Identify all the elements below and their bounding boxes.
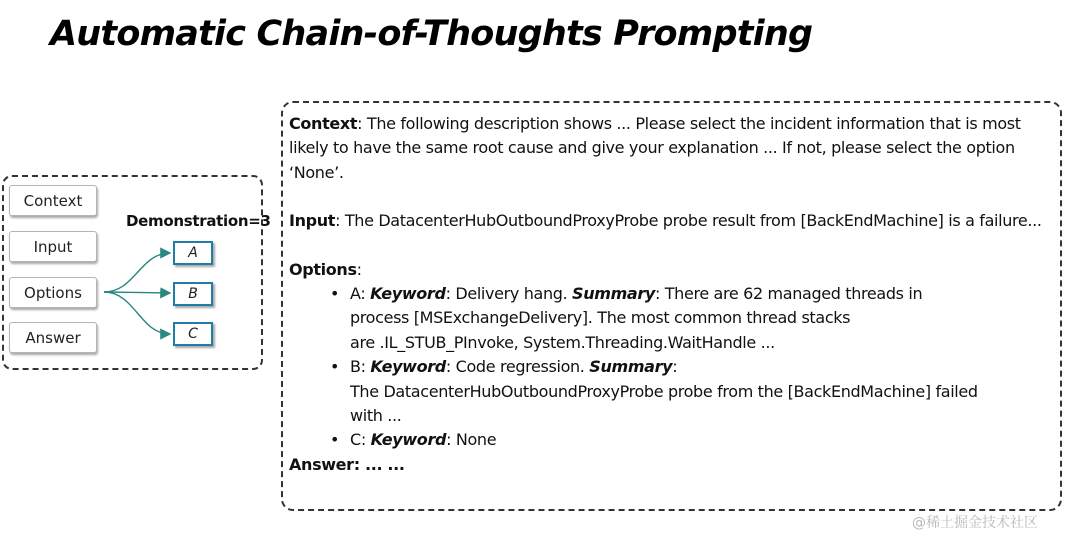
input-text: : The DatacenterHubOutboundProxyProbe probe result from [BackEndMachine] is a failure... xyxy=(335,211,1042,231)
answer-button[interactable]: Answer xyxy=(9,322,97,353)
context-label: Context xyxy=(289,114,358,133)
answer-line: Answer: ... ... xyxy=(289,454,405,474)
summary-label: Summary xyxy=(589,357,673,377)
input-paragraph xyxy=(289,209,1059,233)
option-b: • B: Keyword: Code regression. Summary: The DatacenterHubOutboundProxyProbe probe from the [BackEndMachine] failed with ... xyxy=(330,357,978,426)
context-button[interactable]: Context xyxy=(9,185,97,216)
option-a: • A: Keyword: Delivery hang. Summary: There are 62 managed threads in process [MSExchangeDelivery]. The most common thread stacks are .IL_STUB_PInvoke, System.Threading.WaitHandle ... xyxy=(330,284,923,352)
option-c: • C: Keyword: None xyxy=(289,428,1059,452)
options-heading: Options: xyxy=(289,259,362,279)
context-paragraph xyxy=(289,112,1059,185)
arrow-to-a xyxy=(104,253,170,292)
bullet: • xyxy=(330,284,340,304)
demo-box-b: B xyxy=(173,282,213,306)
keyword-label: Keyword xyxy=(370,430,447,450)
bullet: • xyxy=(330,357,340,377)
keyword-label: Keyword xyxy=(370,284,446,304)
demo-box-a: A xyxy=(173,241,213,265)
input-label: Input xyxy=(289,211,336,231)
keyword-label: Keyword xyxy=(370,357,446,377)
bullet: • xyxy=(330,430,340,450)
input-button[interactable]: Input xyxy=(9,231,97,262)
options-label: Options xyxy=(289,259,357,279)
options-button[interactable]: Options xyxy=(9,277,97,308)
arrow-to-c xyxy=(104,292,170,334)
page-title: Automatic Chain-of-Thoughts Prompting xyxy=(50,14,813,54)
demonstration-label: Demonstration=3 xyxy=(126,212,271,230)
watermark: @稀土掘金技术社区 xyxy=(912,515,1038,531)
prompt-example-text xyxy=(289,112,1059,477)
demo-box-c: C xyxy=(173,322,213,346)
arrow-to-b xyxy=(104,292,170,293)
summary-label: Summary xyxy=(572,284,655,304)
context-text: : The following description shows ... Please select the incident information that is most likely to have the same root cause and give your explanation ... If not, please select the option ‘None’. xyxy=(289,114,1021,182)
